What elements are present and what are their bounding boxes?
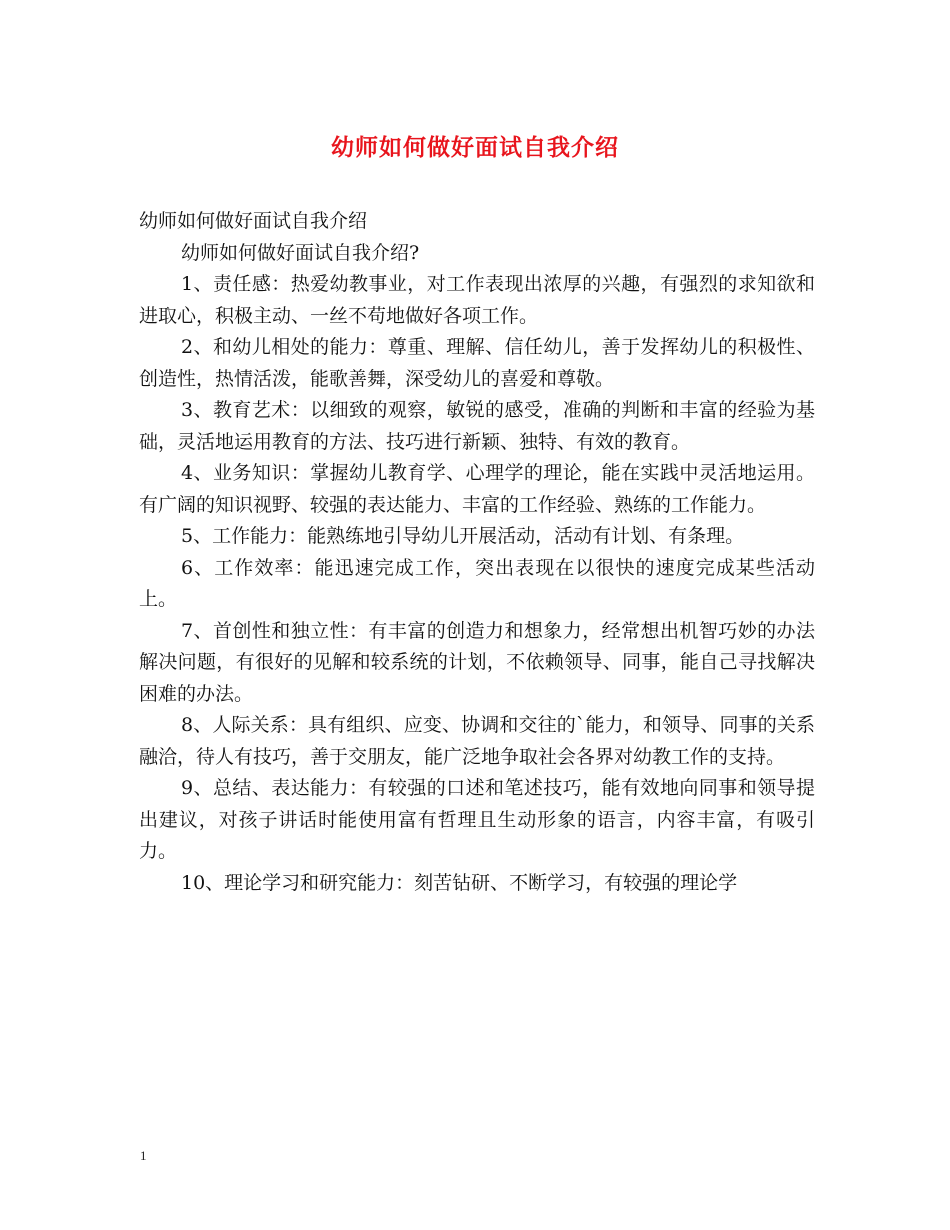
paragraph-8-relationships: 8、人际关系：具有组织、应变、协调和交往的`能力，和领导、同事的关系融洽，待人有技巧，善于交朋友，能广泛地争取社会各界对幼教工作的支持。: [139, 714, 815, 768]
paragraph-7-creativity: 7、首创性和独立性：有丰富的创造力和想象力，经常想出机智巧妙的办法解决问题，有很好的见解和较系统的计划，不依赖领导、同事，能自己寻找解决困难的办法。: [139, 619, 815, 705]
paragraph-question: 幼师如何做好面试自我介绍?: [181, 241, 420, 264]
paragraph-5-work-ability: 5、工作能力：能熟练地引导幼儿开展活动，活动有计划、有条理。: [181, 525, 745, 547]
paragraph-1-responsibility: 1、责任感：热爱幼教事业，对工作表现出浓厚的兴趣，有强烈的求知欲和进取心，积极主动、一丝不苟地做好各项工作。: [139, 273, 815, 327]
document-title: 幼师如何做好面试自我介绍: [331, 134, 619, 161]
paragraph-2-child-relations: 2、和幼儿相处的能力：尊重、理解、信任幼儿，善于发挥幼儿的积极性、创造性，热情活泼，能歌善舞，深受幼儿的喜爱和尊敬。: [139, 336, 815, 390]
paragraph-6-efficiency: 6、工作效率：能迅速完成工作，突出表现在以很快的速度完成某些活动上。: [139, 556, 815, 610]
paragraph-10-research: 10、理论学习和研究能力：刻苦钻研、不断学习，有较强的理论学: [181, 871, 738, 894]
paragraph-9-expression: 9、总结、表达能力：有较强的口述和笔述技巧，能有效地向同事和领导提出建议，对孩子讲话时能使用富有哲理且生动形象的语言，内容丰富，有吸引力。: [139, 777, 815, 862]
page-number: 1: [140, 1148, 147, 1163]
document-subtitle: 幼师如何做好面试自我介绍: [139, 210, 368, 232]
paragraph-4-knowledge: 4、业务知识：掌握幼儿教育学、心理学的理论，能在实践中灵活地运用。有广阔的知识视野、较强的表达能力、丰富的工作经验、熟练的工作能力。: [139, 462, 815, 516]
paragraph-3-teaching-art: 3、教育艺术：以细致的观察，敏锐的感受，准确的判断和丰富的经验为基础，灵活地运用教育的方法、技巧进行新颖、独特、有效的教育。: [139, 399, 815, 453]
document-body: [139, 206, 815, 899]
